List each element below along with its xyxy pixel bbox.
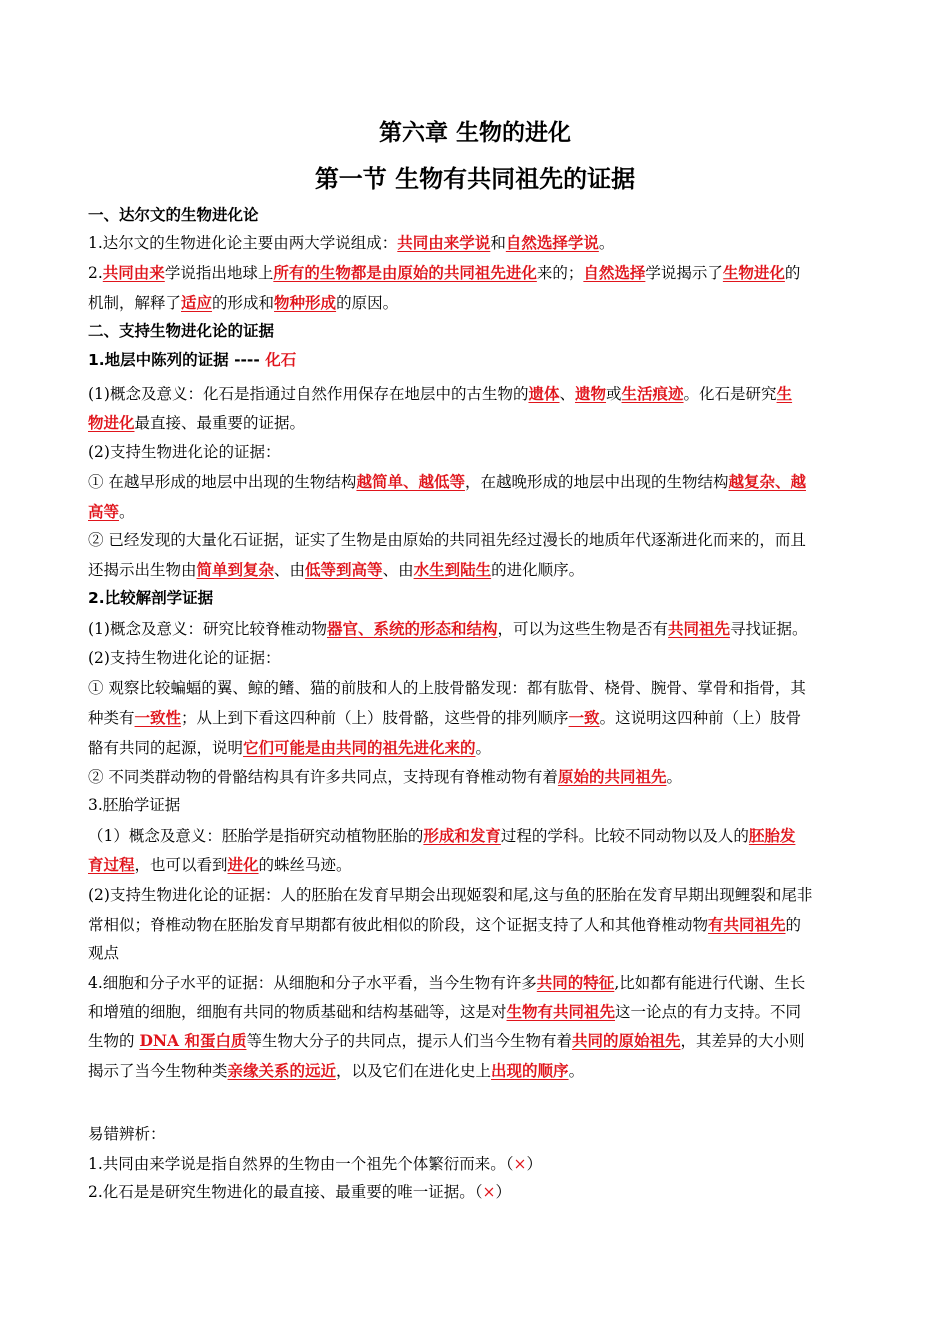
text-run: 。 [475,739,492,757]
answer-keyword: 进化 [227,855,259,874]
answer-keyword: 形成和发育 [423,826,501,845]
answer-keyword: 所有的生物都是由原始的共同祖先进化 [273,263,537,282]
answer-keyword: 生 [776,384,793,403]
answer-keyword: 高等 [88,502,120,521]
answer-keyword: 亲缘关系的远近 [227,1061,337,1080]
text-run: × [513,1155,527,1173]
text-run: (1)概念及意义：研究比较脊椎动物 [88,620,327,638]
text-line [88,1178,868,1207]
text-line [88,555,868,584]
text-run: 。这说明这四种前（上）肢骨 [599,709,802,727]
text-run: 的 [785,916,802,934]
text-line [88,497,868,526]
text-run: (2)支持生物进化论的证据： [88,443,281,461]
answer-keyword: 共同的特征 [536,973,615,992]
text-run: 或 [606,385,622,403]
text-run: ） [526,1155,543,1173]
text-run: 观点 [88,944,120,962]
text-run: 这一论点的有力支持。不同 [615,1003,802,1021]
text-line [88,288,868,317]
text-line [88,703,868,732]
answer-keyword: 共同的原始祖先 [572,1031,681,1050]
answer-keyword: 育过程 [88,855,135,874]
answer-keyword: 生物进化 [722,263,785,282]
text-run: ，其差异的大小则 [680,1032,805,1050]
text-run: 3.胚胎学证据 [88,796,181,814]
answer-keyword: 有共同祖先 [708,915,786,934]
answer-keyword: 生物有共同祖先 [506,1002,616,1021]
text-run: ；从上到下看这四种前（上）肢骨骼，这些骨的排列顺序 [181,709,569,727]
text-run: 2.化石是是研究生物进化的最直接、最重要的唯一证据。（ [88,1183,483,1201]
answer-keyword: 胚胎发 [748,826,796,845]
text-run: 易错辨析： [88,1125,166,1143]
text-line [88,584,868,613]
answer-keyword: 物种形成 [274,293,337,312]
text-line [88,733,868,762]
text-line [88,345,868,374]
text-run: ② 已经发现的大量化石证据，证实了生物是由原始的共同祖先经过漫长的地质年代逐渐进化而来的，而且 [88,531,806,549]
answer-keyword: 一致性 [134,708,182,727]
answer-keyword: 适应 [181,293,213,312]
text-line [88,910,868,939]
text-line [88,850,868,879]
text-run: ① 在越早形成的地层中出现的生物结构 [88,473,357,491]
text-line [88,791,868,820]
text-run: 骼有共同的起源，说明 [88,739,244,757]
answer-keyword: 自然选择 [583,263,646,282]
text-line [88,379,868,408]
text-run: 、由 [274,561,306,579]
text-run: 的原因。 [336,294,399,312]
text-run: 学说揭示了 [645,264,723,282]
text-line [88,438,868,467]
answer-keyword: 越简单、越低等 [356,472,465,491]
text-run: 2. [88,264,103,282]
answer-keyword: 一致 [568,708,600,727]
text-run: 生物的 [88,1032,140,1050]
answer-keyword: 出现的顺序 [491,1061,569,1080]
text-run: 。 [598,234,615,252]
text-run: × [482,1183,496,1201]
heading-text: 一、达尔文的生物进化论 [88,206,259,224]
text-run: 。 [666,768,682,786]
heading-text: 二、支持生物进化论的证据 [88,322,275,340]
text-line [88,317,868,346]
text-run: 的形成和 [212,294,275,312]
text-run: ② 不同类群动物的骨骼结构具有许多共同点，支持现有脊椎动物有着 [88,768,558,786]
heading-text: 2.比较解剖学证据 [88,589,214,607]
heading-text: 1.地层中陈列的证据 ---- [88,351,266,369]
text-line [88,821,868,850]
answer-keyword: 自然选择学说 [505,233,599,252]
text-run: （1）概念及意义：胚胎学是指研究动植物胚胎的 [88,827,424,845]
text-run: ,比如都有能进行代谢、生长 [614,974,806,992]
text-line [88,997,868,1026]
text-run: 种类有 [88,709,135,727]
text-run: ） [495,1183,512,1201]
answer-keyword: DNA 和蛋白质 [139,1031,247,1050]
answer-keyword: 它们可能是由共同的祖先进化来的 [243,738,476,757]
text-run: 来的； [536,264,584,282]
answer-keyword: 生活痕迹 [621,384,684,403]
text-run: 机制，解释了 [88,294,182,312]
text-run: ① 观察比较蝙蝠的翼、鲸的鳍、猫的前肢和人的上肢骨骼发现：都有肱骨、桡骨、腕骨、掌骨和指骨，其 [88,679,806,697]
text-line [88,201,868,230]
text-run: 4.细胞和分子水平的证据：从细胞和分子水平看，当今生物有许多 [88,974,537,992]
text-line [88,968,868,997]
text-line [88,228,868,257]
text-run: 和增殖的细胞，细胞有共同的物质基础和结构基础等，这是对 [88,1003,507,1021]
section-title: 第一节 生物有共同祖先的证据 [314,165,636,193]
answer-keyword: 遗体 [528,384,560,403]
text-run: 1.达尔文的生物进化论主要由两大学说组成： [88,234,398,252]
text-line [88,408,868,437]
text-run: 。 [568,1062,585,1080]
text-run: 、 [559,385,575,403]
text-run: 。化石是研究 [683,385,777,403]
text-run: (2)支持生物进化论的证据：人的胚胎在发育早期会出现姬裂和尾,这与鱼的胚胎在发育早期出现鲤裂和尾非 [88,886,813,904]
text-run: 过程的学科。比较不同动物以及人的 [500,827,749,845]
text-run: 的蛛丝马迹。 [258,856,352,874]
answer-keyword: 器官、系统的形态和结构 [326,619,498,638]
text-run: 、由 [382,561,414,579]
text-line [88,258,868,287]
text-run: (1)概念及意义：化石是指通过自然作用保存在地层中的古生物的 [88,385,529,403]
answer-keyword: 共同由来 [102,263,165,282]
text-run: ，以及它们在进化史上 [336,1062,492,1080]
text-line [88,881,868,910]
answer-keyword: 简单到复杂 [196,560,275,579]
text-line [88,526,868,555]
text-run: 等生物大分子的共同点，提示人们当今生物有着 [246,1032,572,1050]
text-run: 学说指出地球上 [164,264,274,282]
text-line [88,939,868,968]
text-line [88,762,868,791]
text-run: 揭示了当今生物种类 [88,1062,228,1080]
text-run: ，也可以看到 [134,856,228,874]
text-run: ，可以为这些生物是否有 [497,620,668,638]
text-line [88,467,868,496]
text-line [88,614,868,643]
text-line [88,1056,868,1085]
text-run: 1.共同由来学说是指自然界的生物由一个祖先个体繁衍而来。（ [88,1155,514,1173]
chapter-title: 第六章 生物的进化 [378,120,571,146]
text-run: 寻找证据。 [730,620,808,638]
text-run: 化石 [265,350,297,369]
text-line [88,1120,868,1149]
answer-keyword: 越复杂、越 [728,472,806,491]
text-run: (2)支持生物进化论的证据： [88,649,281,667]
text-run: 的 [784,264,801,282]
answer-keyword: 共同由来学说 [397,233,491,252]
text-line [88,674,868,703]
text-line [88,1026,868,1055]
text-run: 常相似；脊椎动物在胚胎发育早期都有彼此相似的阶段，这个证据支持了人和其他脊椎动物 [88,916,709,934]
answer-keyword: 共同祖先 [668,619,731,638]
answer-keyword: 原始的共同祖先 [557,767,667,786]
answer-keyword: 低等到高等 [305,560,383,579]
text-run: 。 [119,503,135,521]
answer-keyword: 水生到陆生 [413,560,492,579]
text-run: 的进化顺序。 [491,561,585,579]
answer-keyword: 物进化 [88,413,135,432]
text-run: ，在越晚形成的地层中出现的生物结构 [464,473,729,491]
text-run: 和 [490,234,506,252]
text-line [88,1150,868,1179]
text-run: 还揭示出生物由 [88,561,197,579]
text-line [88,644,868,673]
answer-keyword: 遗物 [575,384,607,403]
text-run: 最直接、最重要的证据。 [134,414,306,432]
